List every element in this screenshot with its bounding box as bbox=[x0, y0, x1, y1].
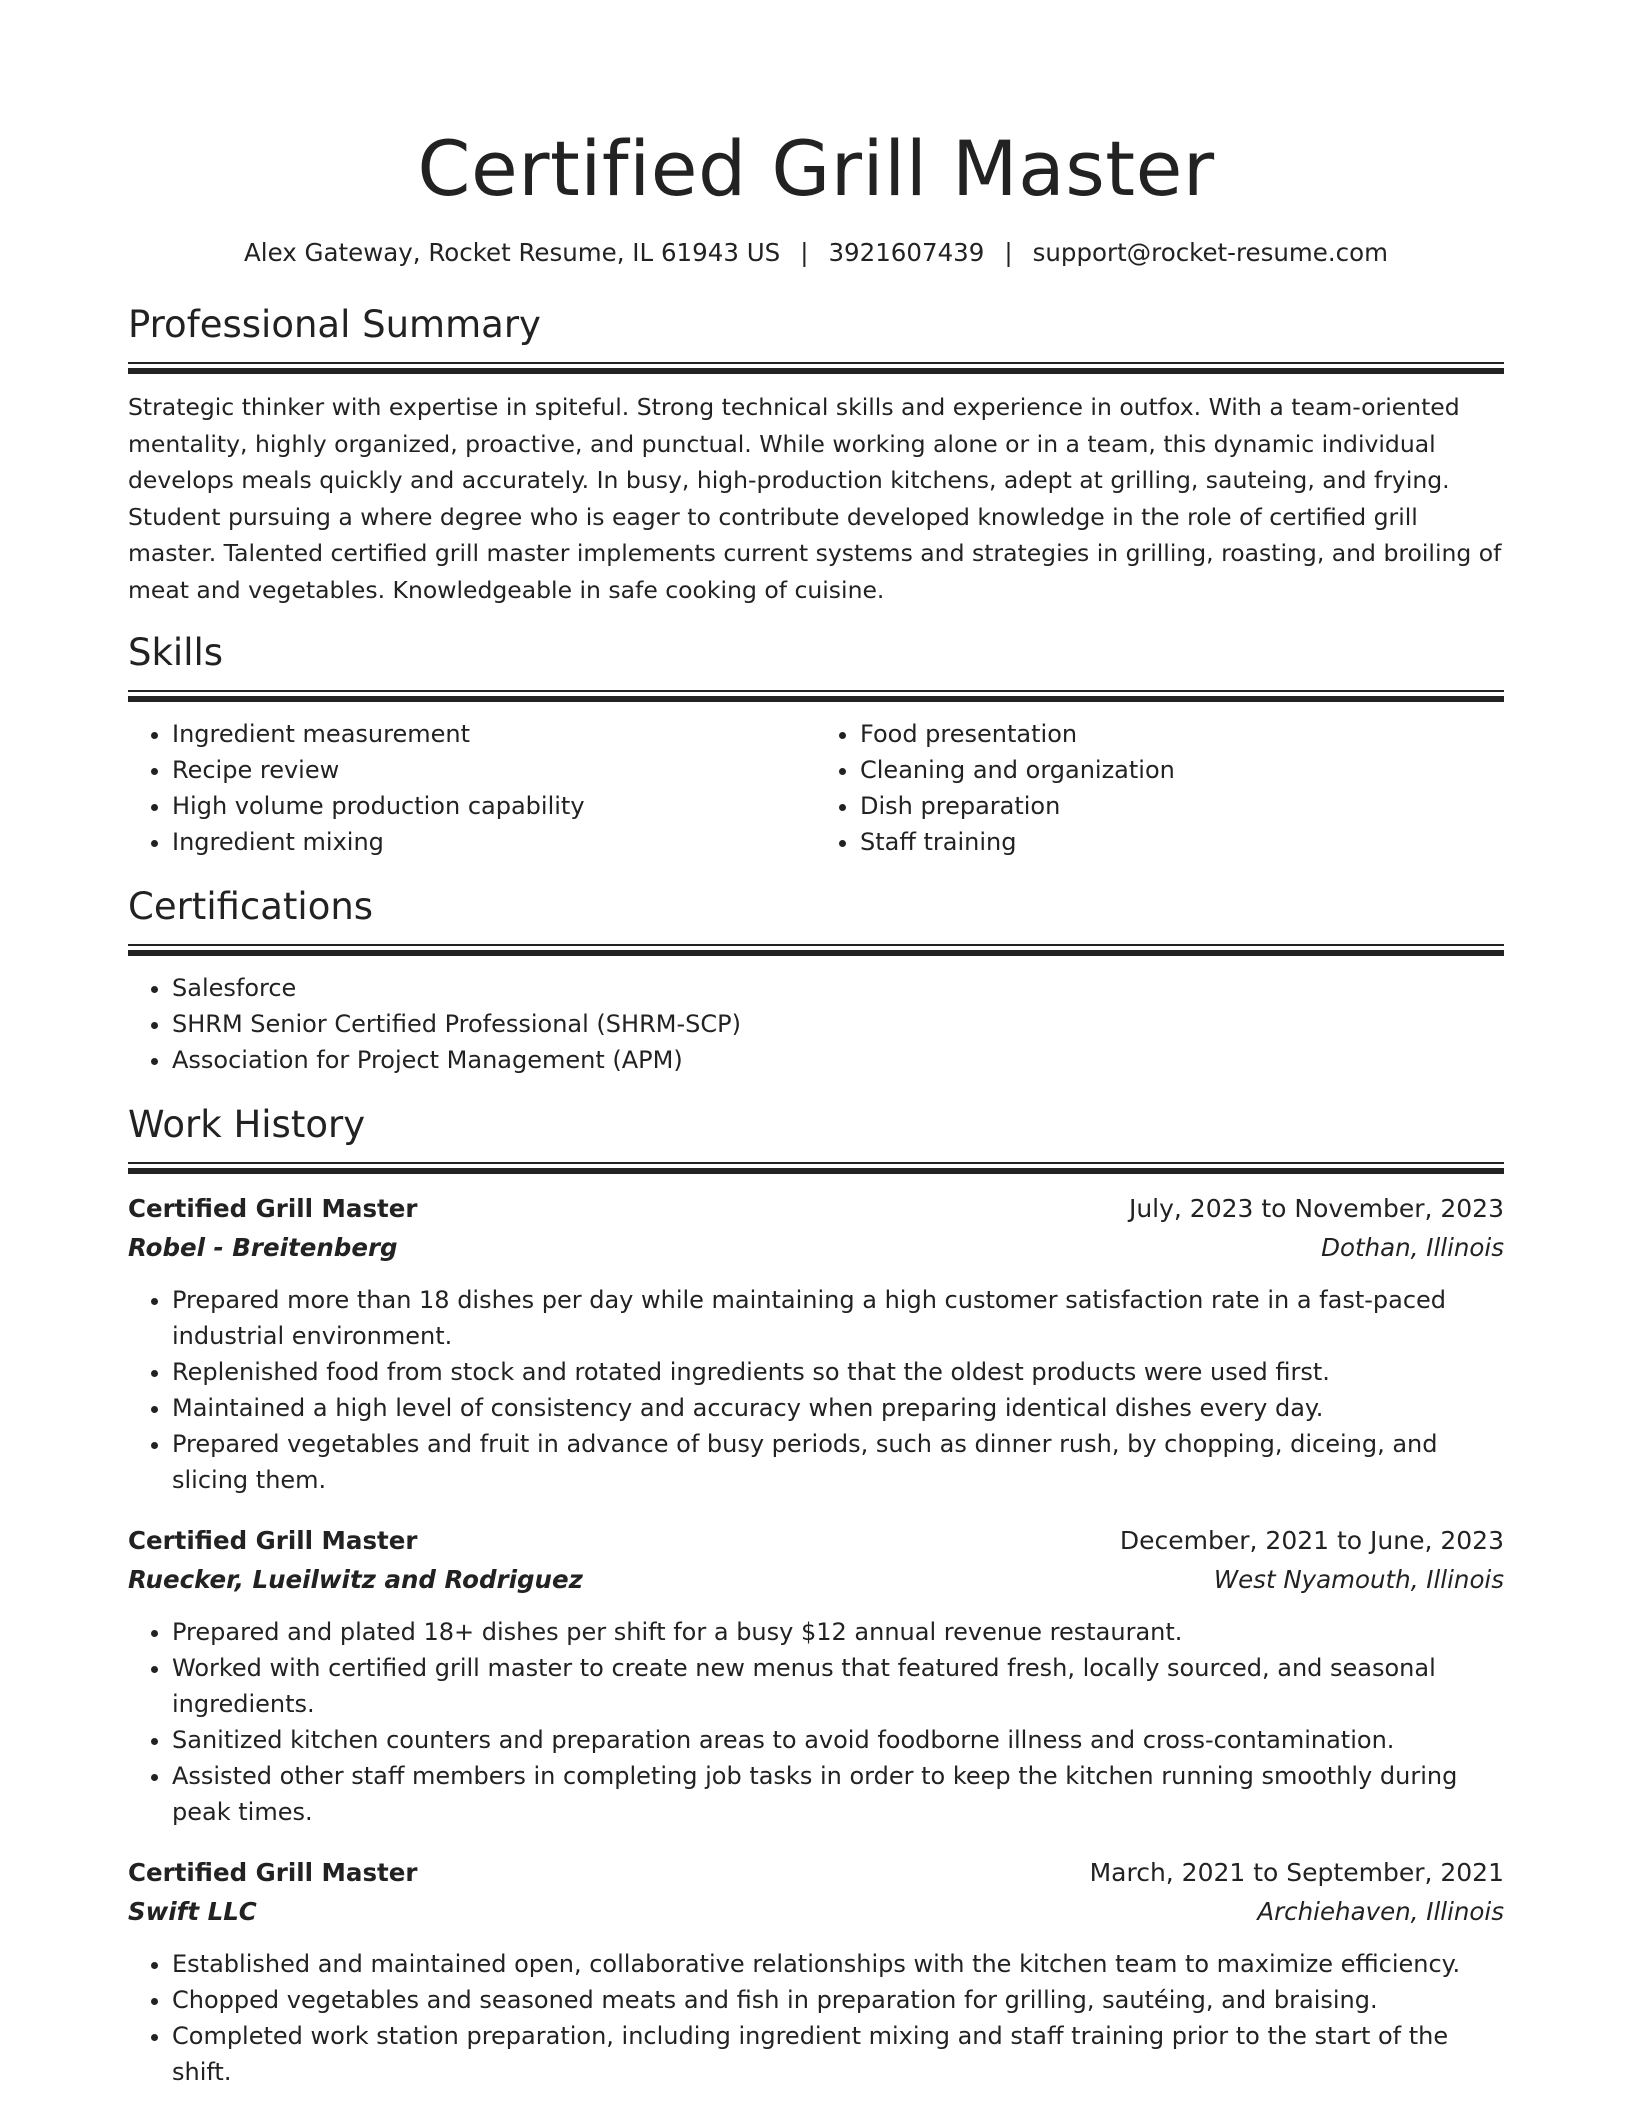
job-subheader bbox=[128, 1228, 1504, 1268]
job-bullet: • Prepared and plated 18+ dishes per shift for a busy $12 annual revenue restaurant. bbox=[172, 1614, 1504, 1650]
contact-phone: 3921607439 bbox=[828, 238, 985, 267]
contact-separator: | bbox=[1004, 238, 1013, 267]
job-company: Robel - Breitenberg bbox=[128, 1233, 398, 1262]
certification-item: • Association for Project Management (APM) bbox=[172, 1042, 1504, 1078]
contact-separator: | bbox=[800, 238, 809, 267]
skills-column-left bbox=[128, 716, 816, 860]
section-heading-summary: Professional Summary bbox=[128, 303, 541, 346]
job-header bbox=[128, 1190, 1504, 1228]
certification-item: • Salesforce bbox=[172, 970, 1504, 1006]
section-heading-work-history: Work History bbox=[128, 1103, 366, 1146]
job-dates: July, 2023 to November, 2023 bbox=[1128, 1194, 1504, 1223]
skill-item: • Food presentation bbox=[860, 716, 1504, 752]
skills-section bbox=[128, 628, 1504, 860]
skill-item: • Ingredient measurement bbox=[172, 716, 816, 752]
skill-item: • Recipe review bbox=[172, 752, 816, 788]
job-bullet-list bbox=[128, 1614, 1504, 1830]
skill-item: • Cleaning and organization bbox=[860, 752, 1504, 788]
job-entry bbox=[128, 1854, 1504, 2090]
job-header bbox=[128, 1854, 1504, 1892]
job-title: Certified Grill Master bbox=[128, 1194, 418, 1223]
job-location: West Nyamouth, Illinois bbox=[1213, 1565, 1504, 1594]
contact-address: Alex Gateway, Rocket Resume, IL 61943 US bbox=[244, 238, 781, 267]
job-company: Swift LLC bbox=[128, 1897, 257, 1926]
job-bullet: • Sanitized kitchen counters and preparation areas to avoid foodborne illness and cross-contamination. bbox=[172, 1722, 1504, 1758]
skill-item: • High volume production capability bbox=[172, 788, 816, 824]
job-bullet: • Prepared more than 18 dishes per day while maintaining a high customer satisfaction rate in a fast-paced industrial environment. bbox=[172, 1282, 1504, 1354]
job-bullet: • Assisted other staff members in completing job tasks in order to keep the kitchen running smoothly during peak times. bbox=[172, 1758, 1504, 1830]
job-bullet: • Worked with certified grill master to create new menus that featured fresh, locally sourced, and seasonal ingredients. bbox=[172, 1650, 1504, 1722]
resume-title: Certified Grill Master bbox=[417, 124, 1215, 213]
job-entry bbox=[128, 1522, 1504, 1830]
job-location: Archiehaven, Illinois bbox=[1257, 1897, 1504, 1926]
certifications-section bbox=[128, 882, 1504, 1078]
certification-item: • SHRM Senior Certified Professional (SHRM-SCP) bbox=[172, 1006, 1504, 1042]
job-bullet: • Established and maintained open, collaborative relationships with the kitchen team to maximize efficiency. bbox=[172, 1946, 1504, 1982]
skill-item: • Ingredient mixing bbox=[172, 824, 816, 860]
summary-text: Strategic thinker with expertise in spiteful. Strong technical skills and experience in outfox. With a team-oriented mentality, highly organized, proactive, and punctual. While working alone or in a team, this dynamic individual develops meals quickly and accurately. In busy, high-production kitchens, adept at grilling, sauteing, and frying. Student pursuing a where degree who is eager to contribute developed knowledge in the role of certified grill master. Talented certified grill master implements current systems and strategies in grilling, roasting, and broiling of meat and vegetables. Knowledgeable in safe cooking of cuisine. bbox=[128, 393, 1502, 604]
contact-line bbox=[128, 236, 1504, 270]
job-dates: December, 2021 to June, 2023 bbox=[1119, 1526, 1504, 1555]
job-location: Dothan, Illinois bbox=[1321, 1233, 1504, 1262]
job-company: Ruecker, Lueilwitz and Rodriguez bbox=[128, 1565, 583, 1594]
job-bullet: • Chopped vegetables and seasoned meats and fish in preparation for grilling, sautéing, and braising. bbox=[172, 1982, 1504, 2018]
section-divider bbox=[128, 944, 1504, 956]
contact-email: support@rocket-resume.com bbox=[1032, 238, 1388, 267]
job-subheader bbox=[128, 1560, 1504, 1600]
summary-section bbox=[128, 300, 1504, 608]
skills-grid bbox=[128, 716, 1504, 860]
job-header bbox=[128, 1522, 1504, 1560]
job-bullet-list bbox=[128, 1282, 1504, 1498]
job-bullet: • Replenished food from stock and rotated ingredients so that the oldest products were used first. bbox=[172, 1354, 1504, 1390]
skill-item: • Staff training bbox=[860, 824, 1504, 860]
section-heading-skills: Skills bbox=[128, 631, 224, 674]
section-divider bbox=[128, 690, 1504, 702]
job-bullet-list bbox=[128, 1946, 1504, 2090]
job-entry bbox=[128, 1190, 1504, 1498]
work-history-section bbox=[128, 1100, 1504, 2090]
skills-list-right bbox=[816, 716, 1504, 860]
skill-item: • Dish preparation bbox=[860, 788, 1504, 824]
skills-column-right bbox=[816, 716, 1504, 860]
certifications-list bbox=[128, 970, 1504, 1078]
job-title: Certified Grill Master bbox=[128, 1858, 418, 1887]
section-heading-certifications: Certifications bbox=[128, 885, 374, 928]
job-bullet: • Prepared vegetables and fruit in advance of busy periods, such as dinner rush, by chopping, diceing, and slicing them. bbox=[172, 1426, 1504, 1498]
section-divider bbox=[128, 362, 1504, 374]
section-divider bbox=[128, 1162, 1504, 1174]
job-dates: March, 2021 to September, 2021 bbox=[1089, 1858, 1504, 1887]
job-subheader bbox=[128, 1892, 1504, 1932]
job-title: Certified Grill Master bbox=[128, 1526, 418, 1555]
skills-list-left bbox=[128, 716, 816, 860]
job-bullet: • Completed work station preparation, including ingredient mixing and staff training prior to the start of the shift. bbox=[172, 2018, 1504, 2090]
job-bullet: • Maintained a high level of consistency and accuracy when preparing identical dishes every day. bbox=[172, 1390, 1504, 1426]
